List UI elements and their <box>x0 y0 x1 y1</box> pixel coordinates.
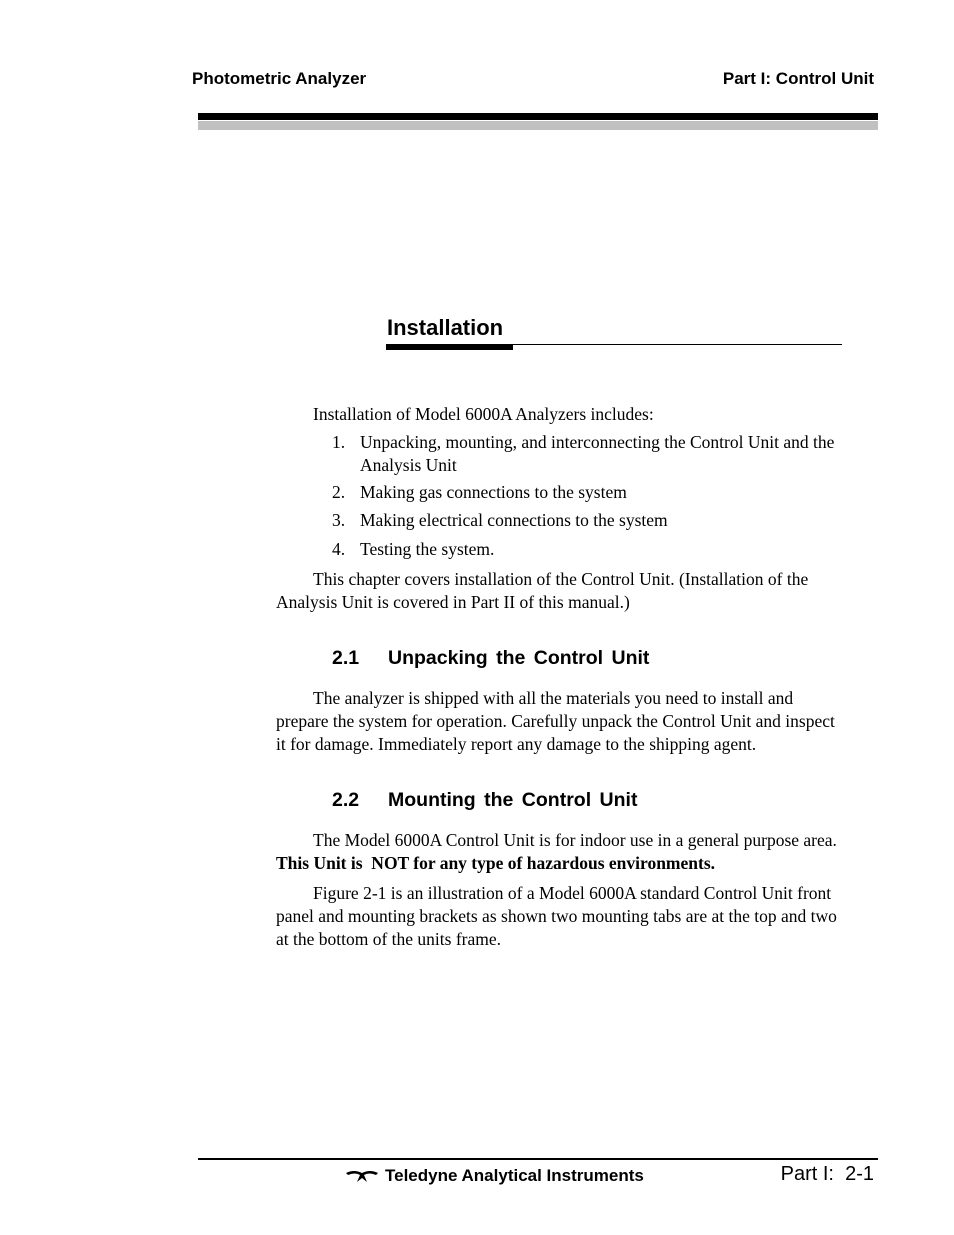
header-rule <box>198 113 878 120</box>
footer-brand-text: Teledyne Analytical Instruments <box>385 1166 644 1185</box>
running-header-part: Part I: Control Unit <box>722 69 874 88</box>
list-item-text: Making gas connections to the system <box>360 482 627 502</box>
list-item-number: 3. <box>332 510 346 530</box>
list-item-number: 1. <box>332 432 346 452</box>
list-item-text: Testing the system. <box>360 539 495 559</box>
header-rule-shadow <box>198 121 878 130</box>
section-2-2-body <box>276 829 846 875</box>
footer-brand <box>345 1166 644 1186</box>
section-number: 2.2 <box>332 789 360 811</box>
section-number: 2.1 <box>332 647 360 669</box>
chapter-title-underline <box>386 345 513 350</box>
section-heading-2-1 <box>332 647 649 670</box>
section-2-2-figure-note: Figure 2-1 is an illustration of a Model 6000A standard Control Unit front panel and mounting brackets as shown two mounting tabs are at the top and two at the bottom of the units frame. <box>276 883 837 949</box>
chapter-title: Installation <box>387 315 504 340</box>
footer-rule <box>198 1158 878 1160</box>
list-item-number: 2. <box>332 482 346 502</box>
section-2-1-body: The analyzer is shipped with all the materials you need to install and prepare the system for operation. Carefully unpack the Control Unit and inspect it for damage. Immediately report any damage to the shipping agent. <box>276 688 835 754</box>
section-heading-2-2 <box>332 789 637 812</box>
page-number: Part I: 2-1 <box>780 1163 874 1185</box>
hazard-warning: This Unit is NOT for any type of hazardous environments. <box>276 853 716 873</box>
intro-lead: Installation of Model 6000A Analyzers includes: <box>313 404 654 424</box>
list-item-text: Unpacking, mounting, and interconnecting the Control Unit and the Analysis Unit <box>360 432 835 475</box>
list-item-text: Making electrical connections to the system <box>360 510 668 530</box>
section-2-2-body-lead: The Model 6000A Control Unit is for indoor use in a general purpose area. <box>313 830 837 850</box>
list-item-number: 4. <box>332 539 346 559</box>
running-header-title: Photometric Analyzer <box>192 69 367 88</box>
intro-closing: This chapter covers installation of the Control Unit. (Installation of the Analysis Unit is covered in Part II of this manual.) <box>276 569 809 612</box>
section-title: Unpacking the Control Unit <box>388 647 650 669</box>
section-title: Mounting the Control Unit <box>388 789 638 811</box>
teledyne-logo-icon <box>345 1169 379 1183</box>
